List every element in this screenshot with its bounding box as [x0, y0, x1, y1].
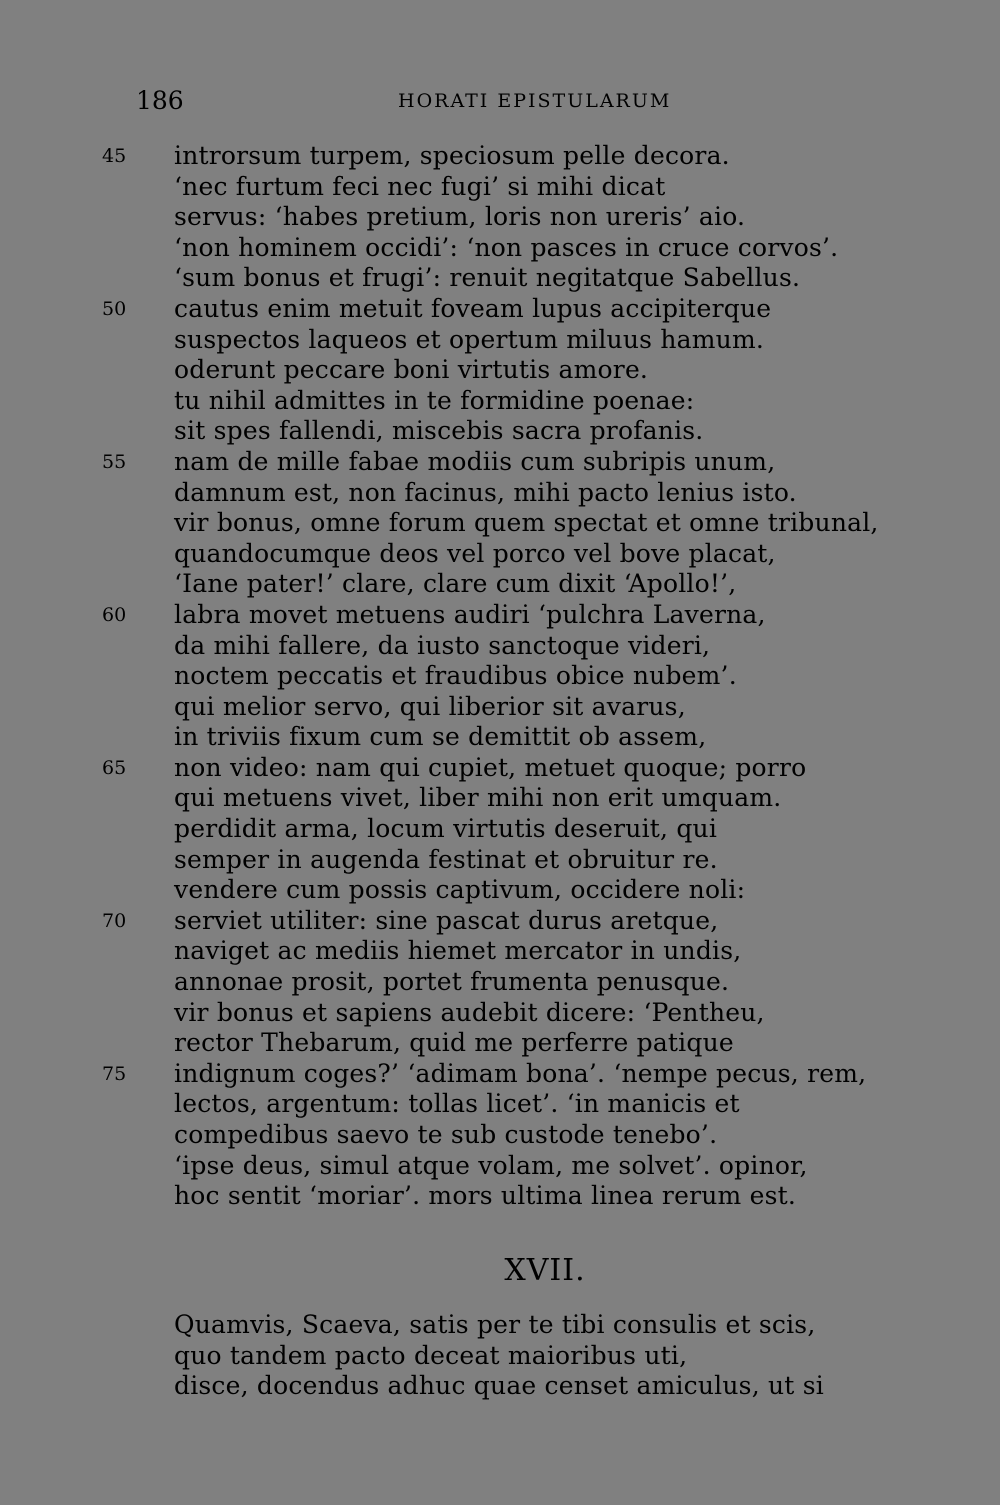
verse-line: [0, 875, 1000, 906]
verse-text: vir bonus, omne forum quem spectat et omne tribunal,: [174, 508, 879, 538]
verse-line: [0, 906, 1000, 937]
verse-text: compedibus saevo te sub custode tenebo’.: [174, 1120, 718, 1149]
verse-line: [0, 1341, 1000, 1372]
page-number: 186: [136, 86, 184, 115]
verse-text: perdidit arma, locum virtutis deseruit, qui: [174, 814, 718, 844]
verse-line: [0, 386, 1000, 417]
verse-text: lectos, argentum: tollas licet’. ‘in manicis et: [174, 1089, 740, 1119]
verse-line: [0, 1059, 1000, 1090]
verse-text: quo tandem pacto deceat maioribus uti,: [174, 1340, 688, 1370]
verse-line: [0, 1028, 1000, 1059]
verse-line: [0, 569, 1000, 600]
verse-text: hoc sentit ‘moriar’. mors ultima linea rerum est.: [174, 1181, 796, 1211]
verse-text: in triviis fixum cum se demittit ob assem,: [174, 722, 707, 752]
verse-line: [0, 783, 1000, 814]
verse-text: ‘ipse deus, simul atque volam, me solvet’. opinor,: [174, 1150, 808, 1180]
verse-text: vendere cum possis captivum, occidere noli:: [174, 875, 746, 905]
line-number: 50: [102, 297, 127, 320]
running-title: HORATI EPISTULARUM: [398, 90, 672, 112]
verse-text: suspectos laqueos et opertum miluus hamum.: [174, 324, 764, 354]
verse-text: quandocumque deos vel porco vel bove placat,: [174, 538, 776, 568]
line-number: 45: [102, 145, 127, 167]
verse-text: qui metuens vivet, liber mihi non erit umquam.: [174, 783, 782, 813]
line-number: 60: [102, 603, 127, 626]
verse-line: [0, 172, 1000, 203]
verse-text: indignum coges?’ ‘adimam bona’. ‘nempe pecus, rem,: [174, 1058, 867, 1088]
verse-line: [0, 141, 1000, 172]
verse-text: naviget ac mediis hiemet mercator in undis,: [174, 936, 742, 966]
verse-text: nam de mille fabae modiis cum subripis unum,: [174, 446, 776, 476]
verse-line: [0, 1371, 1000, 1402]
verse-text: introrsum turpem, speciosum pelle decora.: [174, 141, 730, 170]
verse-line: [0, 661, 1000, 692]
page-header: [136, 86, 696, 122]
verse-line: [0, 1089, 1000, 1120]
verse-text: da mihi fallere, da iusto sanctoque videri,: [174, 630, 711, 660]
verse-line: [0, 998, 1000, 1029]
verse-line: [0, 631, 1000, 662]
verse-text: ‘non hominem occidi’: ‘non pasces in cruce corvos’.: [174, 232, 839, 262]
verse-line: [0, 263, 1000, 294]
verse-line: [0, 539, 1000, 570]
verse-line: [0, 936, 1000, 967]
verse-text: rector Thebarum, quid me perferre patique: [174, 1028, 734, 1058]
verse-text: vir bonus et sapiens audebit dicere: ‘Pentheu,: [174, 997, 765, 1027]
verse-line: [0, 355, 1000, 386]
line-number: 55: [102, 450, 127, 473]
verse-line: [0, 1310, 1000, 1341]
verse-line: [0, 1181, 1000, 1212]
verse-text: cautus enim metuit foveam lupus accipiterque: [174, 293, 772, 323]
epistle-17-verse-block: [0, 1310, 1000, 1402]
line-number: 70: [102, 909, 127, 932]
verse-text: Quamvis, Scaeva, satis per te tibi consulis et scis,: [174, 1310, 816, 1339]
verse-text: ‘sum bonus et frugi’: renuit negitatque Sabellus.: [174, 263, 801, 293]
verse-line: [0, 753, 1000, 784]
verse-line: [0, 722, 1000, 753]
verse-text: tu nihil admittes in te formidine poenae:: [174, 385, 695, 415]
line-number: 65: [102, 756, 127, 779]
verse-line: [0, 233, 1000, 264]
verse-line: [0, 1151, 1000, 1182]
verse-text: non video: nam qui cupiet, metuet quoque; porro: [174, 752, 807, 782]
verse-line: [0, 478, 1000, 509]
verse-line: [0, 202, 1000, 233]
verse-line: [0, 1120, 1000, 1151]
verse-text: ‘nec furtum feci nec fugi’ si mihi dicat: [174, 171, 666, 201]
verse-line: [0, 967, 1000, 998]
verse-text: semper in augenda festinat et obruitur re.: [174, 844, 718, 874]
verse-line: [0, 416, 1000, 447]
epistle-16-verse-block: [0, 141, 1000, 1212]
verse-text: annonae prosit, portet frumenta penusque.: [174, 967, 730, 997]
verse-text: labra movet metuens audiri ‘pulchra Laverna,: [174, 599, 766, 629]
verse-line: [0, 508, 1000, 539]
verse-line: [0, 600, 1000, 631]
verse-text: serviet utiliter: sine pascat durus aretque,: [174, 905, 719, 935]
poem-heading: XVII.: [504, 1253, 586, 1288]
verse-text: ‘Iane pater!’ clare, clare cum dixit ‘Apollo!’,: [174, 569, 737, 599]
verse-text: damnum est, non facinus, mihi pacto lenius isto.: [174, 477, 797, 507]
verse-line: [0, 325, 1000, 356]
line-number: 75: [102, 1062, 127, 1085]
verse-text: servus: ‘habes pretium, loris non ureris’ aio.: [174, 202, 746, 232]
verse-line: [0, 845, 1000, 876]
verse-text: oderunt peccare boni virtutis amore.: [174, 355, 649, 385]
verse-line: [0, 692, 1000, 723]
verse-text: noctem peccatis et fraudibus obice nubem’.: [174, 661, 737, 691]
verse-text: qui melior servo, qui liberior sit avarus,: [174, 691, 686, 721]
verse-text: disce, docendus adhuc quae censet amiculus, ut si: [174, 1371, 824, 1401]
verse-line: [0, 294, 1000, 325]
verse-text: sit spes fallendi, miscebis sacra profanis.: [174, 416, 704, 446]
verse-line: [0, 447, 1000, 478]
verse-line: [0, 814, 1000, 845]
